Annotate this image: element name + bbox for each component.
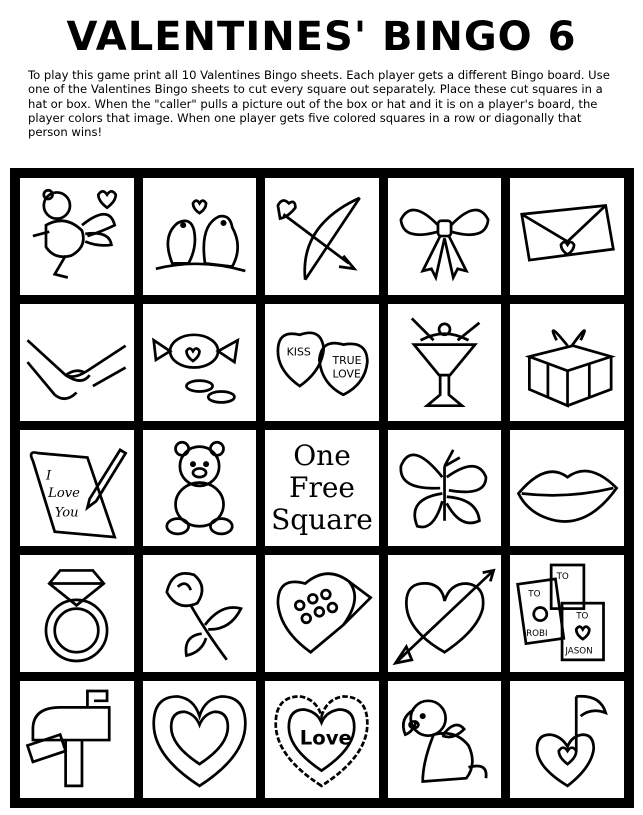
square-puppy (385, 678, 505, 801)
card-name-2: JASON (564, 646, 593, 657)
square-music-note-heart (507, 678, 627, 801)
teddy-bear-icon (145, 432, 254, 544)
free-square-word-1: One (293, 438, 351, 472)
bingo-board (10, 168, 634, 808)
free-square-word-3: Square (271, 502, 373, 536)
card-name-1: ROBI (525, 628, 548, 639)
heart-arrow-icon (390, 558, 499, 670)
square-love-birds (140, 175, 260, 298)
candy-heart-love-text: LOVE (332, 367, 362, 381)
square-free (262, 427, 382, 550)
holding-hands-icon (22, 306, 131, 418)
square-chocolate-box (262, 552, 382, 675)
square-double-heart (140, 678, 260, 801)
double-heart-icon (145, 684, 254, 796)
love-note-icon (22, 432, 131, 544)
square-diamond-ring (17, 552, 137, 675)
square-candy-hearts (262, 301, 382, 424)
square-lips (507, 427, 627, 550)
card-to-2: TO (527, 589, 541, 600)
candy-heart-true-text: TRUE (332, 354, 362, 368)
valentine-cards-icon (513, 558, 622, 670)
ribbon-bow-icon (390, 180, 499, 292)
page-title: VALENTINES' BINGO 6 (66, 14, 577, 60)
gift-box-icon (513, 306, 622, 418)
love-note-line1: I (46, 468, 52, 484)
bow-and-arrow-icon (267, 180, 376, 292)
square-bow-and-arrow (262, 175, 382, 298)
square-cupid (17, 175, 137, 298)
love-heart-text: Love (300, 725, 353, 749)
milkshake-icon (390, 306, 499, 418)
puppy-icon (390, 684, 499, 796)
square-heart-arrow (385, 552, 505, 675)
music-note-heart-icon (513, 684, 622, 796)
square-mailbox (17, 678, 137, 801)
candy-heart-kiss-text: KISS (287, 345, 312, 359)
envelope-icon (513, 180, 622, 292)
card-to-3: TO (575, 611, 589, 622)
chocolate-box-icon (267, 558, 376, 670)
square-love-note (17, 427, 137, 550)
love-note-line2: Love (48, 485, 81, 501)
candy-icon (145, 306, 254, 418)
square-envelope (507, 175, 627, 298)
square-ribbon-bow (385, 175, 505, 298)
card-to-1: TO (556, 571, 569, 582)
square-candy (140, 301, 260, 424)
square-teddy-bear (140, 427, 260, 550)
love-note-line3: You (54, 505, 79, 521)
square-milkshake (385, 301, 505, 424)
square-love-heart (262, 678, 382, 801)
instructions-text: To play this game print all 10 Valentines Bingo sheets. Each player gets a different Bingo board. Use one of the Valentines Bingo sheets to cut every square out separately. Place these cut squares in a hat or box. When the "caller" pulls a picture out of the box or hat and it is on a player's board, the player colors that image. When one player gets five colored squares in a row or diagonally that person wins! (28, 68, 610, 140)
cupid-icon (22, 180, 131, 292)
free-square-word-2: Free (289, 470, 355, 504)
square-gift-box (507, 301, 627, 424)
candy-hearts-icon (267, 306, 376, 418)
love-birds-icon (145, 180, 254, 292)
diamond-ring-icon (22, 558, 131, 670)
square-valentine-cards (507, 552, 627, 675)
square-butterfly (385, 427, 505, 550)
mailbox-icon (22, 684, 131, 796)
love-heart-icon (267, 684, 376, 796)
rose-icon (145, 558, 254, 670)
lips-icon (513, 432, 622, 544)
butterfly-icon (390, 432, 499, 544)
square-rose (140, 552, 260, 675)
square-holding-hands (17, 301, 137, 424)
